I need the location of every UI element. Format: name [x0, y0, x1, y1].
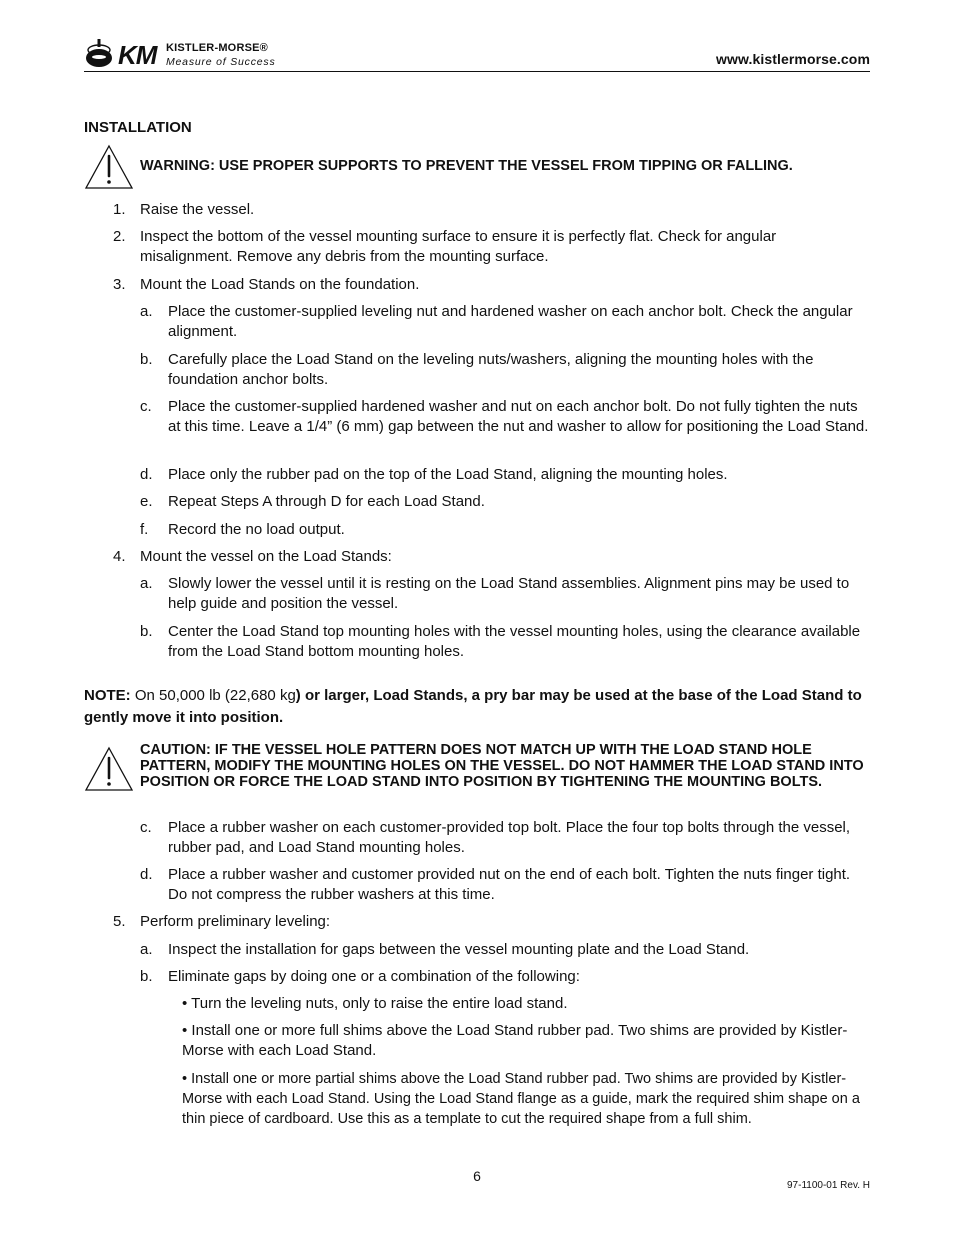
- step-text: Mount the vessel on the Load Stands:: [140, 548, 392, 565]
- substep-letter: c.: [140, 398, 152, 415]
- substep-text: Carefully place the Load Stand on the leveling nuts/washers, aligning the mounting holes with the foundation anchor bolts.: [168, 351, 814, 388]
- substep-letter: b.: [140, 623, 153, 640]
- bullet-item: • Turn the leveling nuts, only to raise the entire load stand.: [182, 995, 568, 1012]
- step-number: 1.: [113, 201, 126, 218]
- note-label: NOTE:: [84, 687, 131, 704]
- logo-km: KM: [118, 40, 157, 70]
- substep-text: Place the customer-supplied leveling nut and hardened washer on each anchor bolt. Check the angular alignment.: [168, 303, 853, 340]
- substep-letter: b.: [140, 351, 153, 368]
- step-number: 3.: [113, 276, 126, 293]
- substep-letter: b.: [140, 968, 153, 985]
- substep-letter: c.: [140, 819, 152, 836]
- logo-company-name: KISTLER-MORSE®: [166, 42, 268, 54]
- step-text: Mount the Load Stands on the foundation.: [140, 276, 420, 293]
- substep-text: Place a rubber washer and customer provided nut on the end of each bolt. Tighten the nuts finger tight. Do not compress the rubber washers at this time.: [168, 866, 851, 903]
- substep-letter: a.: [140, 941, 153, 958]
- substep-text: Eliminate gaps by doing one or a combination of the following:: [168, 968, 580, 985]
- substep-text: Place only the rubber pad on the top of the Load Stand, aligning the mounting holes.: [168, 466, 728, 483]
- company-logo: [84, 38, 284, 72]
- substep-text: Repeat Steps A through D for each Load Stand.: [168, 493, 485, 510]
- substep-letter: a.: [140, 303, 153, 320]
- substep-text: Place the customer-supplied hardened washer and nut on each anchor bolt. Do not fully tighten the nuts at this time. Leave a 1/4” (6 mm) gap between the nut and washer to allow for positioning the Load Stand.: [168, 398, 869, 435]
- document-revision: 97-1100-01 Rev. H: [786, 1180, 870, 1191]
- note-normal-text: On 50,000 lb (22,680 kg: [130, 687, 296, 704]
- substep-letter: d.: [140, 466, 153, 483]
- bullet-item: • Install one or more partial shims above the Load Stand rubber pad. Two shims are provided by Kistler-Morse with each Load Stand. Using the Load Stand flange as a guide, mark the required shim shape on a thin piece of cardboard. Use this as a template to cut the required shape from a full shim.: [182, 1071, 860, 1127]
- substep-text: Slowly lower the vessel until it is resting on the Load Stand assemblies. Alignment pins may be used to help guide and position the vessel.: [168, 575, 850, 612]
- substep-text: Inspect the installation for gaps between the vessel mounting plate and the Load Stand.: [168, 941, 750, 958]
- substep-text: Center the Load Stand top mounting holes with the vessel mounting holes, using the clearance available from the Load Stand bottom mounting holes.: [168, 623, 861, 660]
- header-divider: [84, 71, 870, 72]
- note-paragraph: [84, 685, 874, 729]
- step-text: Inspect the bottom of the vessel mounting surface to ensure it is perfectly flat. Check for angular misalignment. Remove any debris from the mounting surface.: [140, 228, 777, 265]
- step-text: Perform preliminary leveling:: [140, 913, 331, 930]
- warning-text: WARNING: USE PROPER SUPPORTS TO PREVENT THE VESSEL FROM TIPPING OR FALLING.: [140, 158, 793, 174]
- page-number: 6: [473, 1168, 481, 1184]
- step-number: 4.: [113, 548, 126, 565]
- logo-emblem-icon: [84, 38, 116, 70]
- caution-triangle-icon: [84, 746, 134, 792]
- substep-text: Place a rubber washer on each customer-provided top bolt. Place the four top bolts through the vessel, rubber pad, and Load Stand mounting holes.: [168, 819, 851, 856]
- section-title: INSTALLATION: [84, 119, 192, 136]
- substep-letter: e.: [140, 493, 153, 510]
- bullet-item: • Install one or more full shims above the Load Stand rubber pad. Two shims are provided by Kistler-Morse with each Load Stand.: [182, 1022, 848, 1059]
- step-text: Raise the vessel.: [140, 201, 255, 218]
- website-url[interactable]: www.kistlermorse.com: [716, 51, 870, 67]
- note-bold-text: ) or larger, Load Stands, a pry bar may be used at the base of the Load Stand to gently move it into position.: [84, 687, 862, 726]
- substep-letter: a.: [140, 575, 153, 592]
- caution-text: CAUTION: IF THE VESSEL HOLE PATTERN DOES NOT MATCH UP WITH THE LOAD STAND HOLE PATTERN, MODIFY THE MOUNTING HOLES ON THE VESSEL. DO NOT HAMMER THE LOAD STAND INTO POSITION OR FORCE THE LOAD STAND INTO POSITION BY TIGHTENING THE MOUNTING BOLTS.: [140, 742, 864, 790]
- substep-letter: d.: [140, 866, 153, 883]
- logo-tagline: Measure of Success: [166, 56, 276, 68]
- warning-triangle-icon: [84, 144, 134, 190]
- step-number: 2.: [113, 228, 126, 245]
- step-number: 5.: [113, 913, 126, 930]
- substep-text: Record the no load output.: [168, 521, 345, 538]
- substep-letter: f.: [140, 521, 149, 538]
